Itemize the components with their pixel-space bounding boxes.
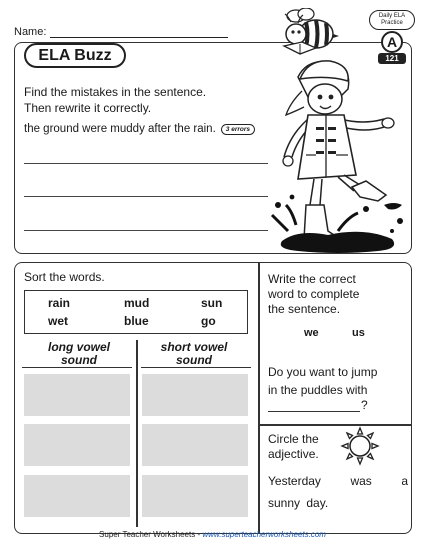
choice-we[interactable]: we	[304, 327, 319, 339]
word-bank-word: wet	[48, 314, 69, 328]
short-vowel-underline	[141, 367, 251, 368]
rewrite-line-2[interactable]	[24, 196, 268, 197]
sun-icon	[340, 426, 380, 466]
footer	[0, 530, 425, 539]
long-vowel-box-3[interactable]	[24, 475, 130, 517]
errors-badge: 3 errors	[221, 124, 255, 135]
word-bank-word: blue	[124, 314, 149, 328]
sort-column-divider	[136, 340, 138, 527]
mistakes-instruction: Find the mistakes in the sentence. Then rewrite it correctly.	[24, 85, 207, 115]
word-bank-word: go	[201, 314, 216, 328]
long-vowel-underline	[22, 367, 132, 368]
adjective-word[interactable]: a	[401, 474, 408, 488]
question-mark: ?	[361, 398, 368, 412]
name-field[interactable]	[50, 28, 228, 38]
adjective-word[interactable]: was	[350, 474, 372, 488]
fill-in-blank-row	[268, 398, 368, 412]
word-bank-word: mud	[124, 296, 150, 310]
adjective-sentence-line2[interactable]: sunny day.	[268, 496, 329, 510]
section-divider-vertical	[258, 262, 260, 534]
girl-puddle-illustration	[268, 55, 410, 253]
word-bank-word: sun	[201, 296, 223, 310]
fill-in-blank[interactable]	[268, 400, 360, 412]
footer-text: Super Teacher Worksheets -	[99, 530, 203, 539]
fill-in-question: Do you want to jump in the puddles with	[268, 365, 378, 397]
adjective-word[interactable]: Yesterday	[268, 474, 321, 488]
long-vowel-header: long vowel sound	[47, 340, 110, 367]
name-row	[14, 26, 228, 38]
rewrite-line-1[interactable]	[24, 163, 268, 164]
short-vowel-box-3[interactable]	[142, 475, 248, 517]
name-label: Name:	[14, 26, 47, 38]
long-vowel-box-2[interactable]	[24, 424, 130, 466]
rewrite-line-3[interactable]	[24, 230, 268, 231]
bee-reading-icon	[276, 8, 346, 60]
adjective-instruction: Circle the adjective.	[268, 432, 319, 461]
badge-label: Daily ELA Practice	[369, 10, 415, 30]
adjective-sentence-line1	[268, 474, 408, 488]
badge-number: 121	[378, 53, 406, 64]
sort-title: Sort the words.	[24, 270, 105, 284]
long-vowel-box-1[interactable]	[24, 374, 130, 416]
fill-in-instruction: Write the correct word to complete the sentence.	[268, 272, 360, 316]
page-title: ELA Buzz	[24, 43, 126, 68]
short-vowel-box-2[interactable]	[142, 424, 248, 466]
footer-url[interactable]: www.superteacherworksheets.com	[202, 530, 326, 539]
section-divider-horizontal	[258, 424, 412, 426]
short-vowel-header: short vowel sound	[160, 340, 228, 367]
mistakes-sentence-row	[24, 123, 255, 135]
choice-us[interactable]: us	[352, 327, 365, 339]
mistakes-sentence: the ground were muddy after the rain.	[24, 123, 216, 135]
word-bank-word: rain	[48, 296, 71, 310]
badge-letter: A	[381, 31, 403, 53]
short-vowel-box-1[interactable]	[142, 374, 248, 416]
